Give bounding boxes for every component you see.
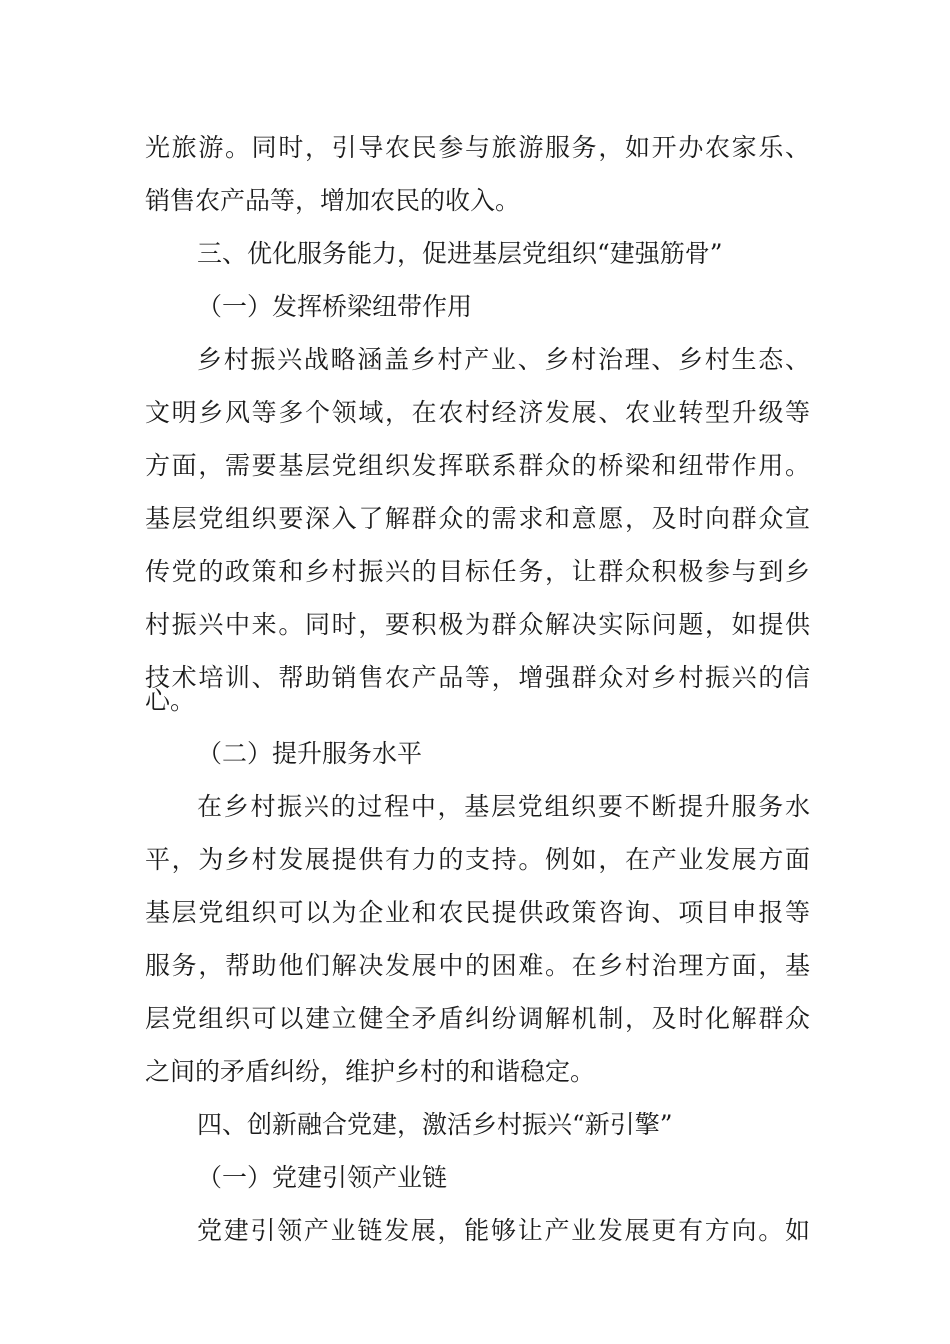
body-text-line: 传党的政策和乡村振兴的目标任务，让群众积极参与到乡 xyxy=(145,557,810,586)
body-text-line: 文明乡风等多个领域，在农村经济发展、农业转型升级等 xyxy=(145,398,810,427)
paragraph-first-line: 在乡村振兴的过程中，基层党组织要不断提升服务水 xyxy=(197,792,810,821)
body-text-line: 平，为乡村发展提供有力的支持。例如，在产业发展方面 xyxy=(145,845,810,874)
body-text-line: 之间的矛盾纠纷，维护乡村的和谐稳定。 xyxy=(145,1057,596,1086)
subsection-heading: （一）发挥桥梁纽带作用 xyxy=(197,292,473,321)
subsection-heading: （一）党建引领产业链 xyxy=(197,1163,448,1192)
body-text-line: 村振兴中来。同时，要积极为群众解决实际问题，如提供 xyxy=(145,610,810,639)
section-heading-3: 三、优化服务能力，促进基层党组织“建强筋骨” xyxy=(197,239,723,268)
paragraph-first-line: 党建引领产业链发展，能够让产业发展更有方向。如 xyxy=(197,1216,810,1245)
section-heading-4: 四、创新融合党建，激活乡村振兴“新引擎” xyxy=(197,1110,673,1139)
body-text-line: 方面，需要基层党组织发挥联系群众的桥梁和纽带作用。 xyxy=(145,451,810,480)
body-text-line: 基层党组织可以为企业和农民提供政策咨询、项目申报等 xyxy=(145,898,810,927)
paragraph-first-line: 乡村振兴战略涵盖乡村产业、乡村治理、乡村生态、 xyxy=(197,345,810,374)
body-text-line: 技术培训、帮助销售农产品等，增强群众对乡村振兴的信 xyxy=(145,663,810,692)
body-text-line: 服务，帮助他们解决发展中的困难。在乡村治理方面，基 xyxy=(145,951,810,980)
body-text-line: 光旅游。同时，引导农民参与旅游服务，如开办农家乐、 xyxy=(145,133,810,162)
body-text-line: 心。 xyxy=(145,686,196,715)
body-text-line: 基层党组织要深入了解群众的需求和意愿，及时向群众宣 xyxy=(145,504,810,533)
body-text-line: 销售农产品等，增加农民的收入。 xyxy=(145,186,521,215)
body-text-line: 层党组织可以建立健全矛盾纠纷调解机制，及时化解群众 xyxy=(145,1004,810,1033)
subsection-heading: （二）提升服务水平 xyxy=(197,739,423,768)
